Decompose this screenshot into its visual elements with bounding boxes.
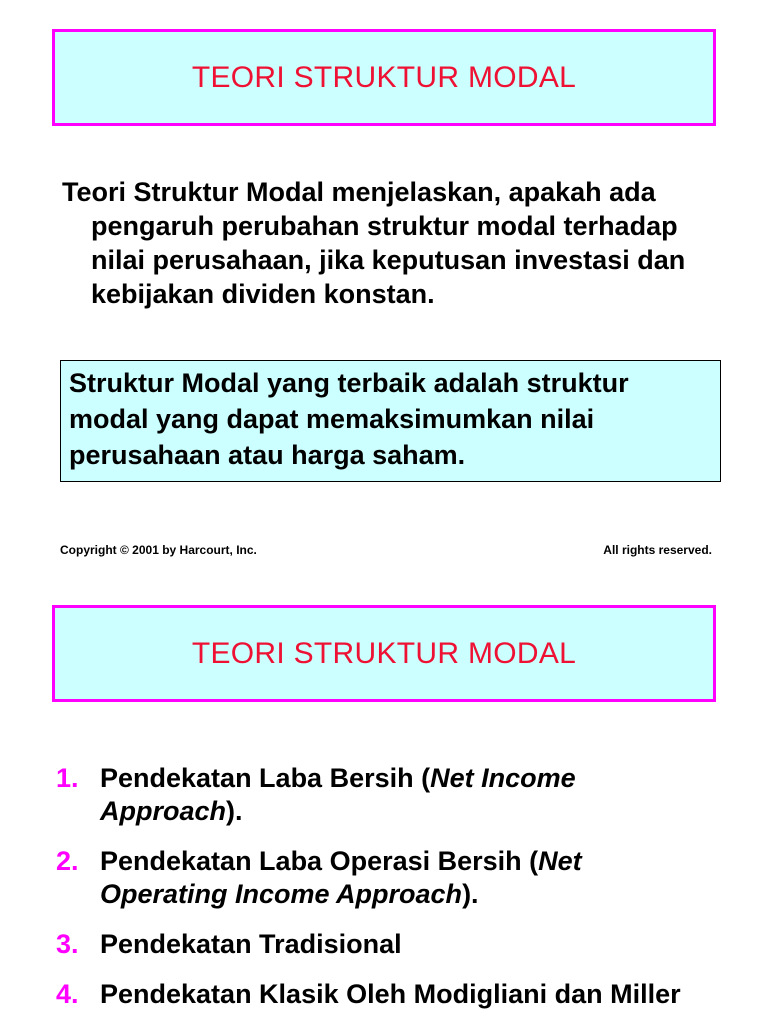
- list-item-text: Pendekatan Laba Operasi Bersih (Net Operating Income Approach).: [100, 846, 582, 909]
- definition-box: [60, 360, 721, 482]
- list-item: [56, 762, 716, 828]
- list-item-text: Pendekatan Laba Bersih (Net Income Approach).: [100, 763, 576, 826]
- list-item: [56, 845, 716, 911]
- slide1-intro-paragraph: Teori Struktur Modal menjelaskan, apakah ada pengaruh perubahan struktur modal terhadap nilai perusahaan, jika keputusan investasi dan kebijakan dividen konstan.: [62, 177, 686, 309]
- slide1-title-box: [52, 29, 716, 126]
- slide2-title: TEORI STRUKTUR MODAL: [191, 636, 577, 670]
- definition-text: Struktur Modal yang terbaik adalah struktur modal yang dapat memaksimumkan nilai perusahaan atau harga saham.: [69, 368, 629, 470]
- list-item-text: Pendekatan Tradisional: [100, 929, 402, 959]
- slide1-title: TEORI STRUKTUR MODAL: [191, 60, 577, 94]
- list-item-number: 3.: [56, 929, 79, 959]
- list-item: [56, 978, 716, 1011]
- list-item: [56, 928, 716, 961]
- copyright-text: Copyright © 2001 by Harcourt, Inc.: [60, 543, 257, 557]
- list-item-number: 1.: [56, 763, 79, 793]
- slide2-title-box: [52, 605, 716, 702]
- approach-list: [56, 762, 716, 1028]
- list-item-number: 2.: [56, 846, 79, 876]
- list-item-number: 4.: [56, 979, 79, 1009]
- rights-text: All rights reserved.: [603, 543, 712, 557]
- list-item-text: Pendekatan Klasik Oleh Modigliani dan Miller: [100, 979, 681, 1009]
